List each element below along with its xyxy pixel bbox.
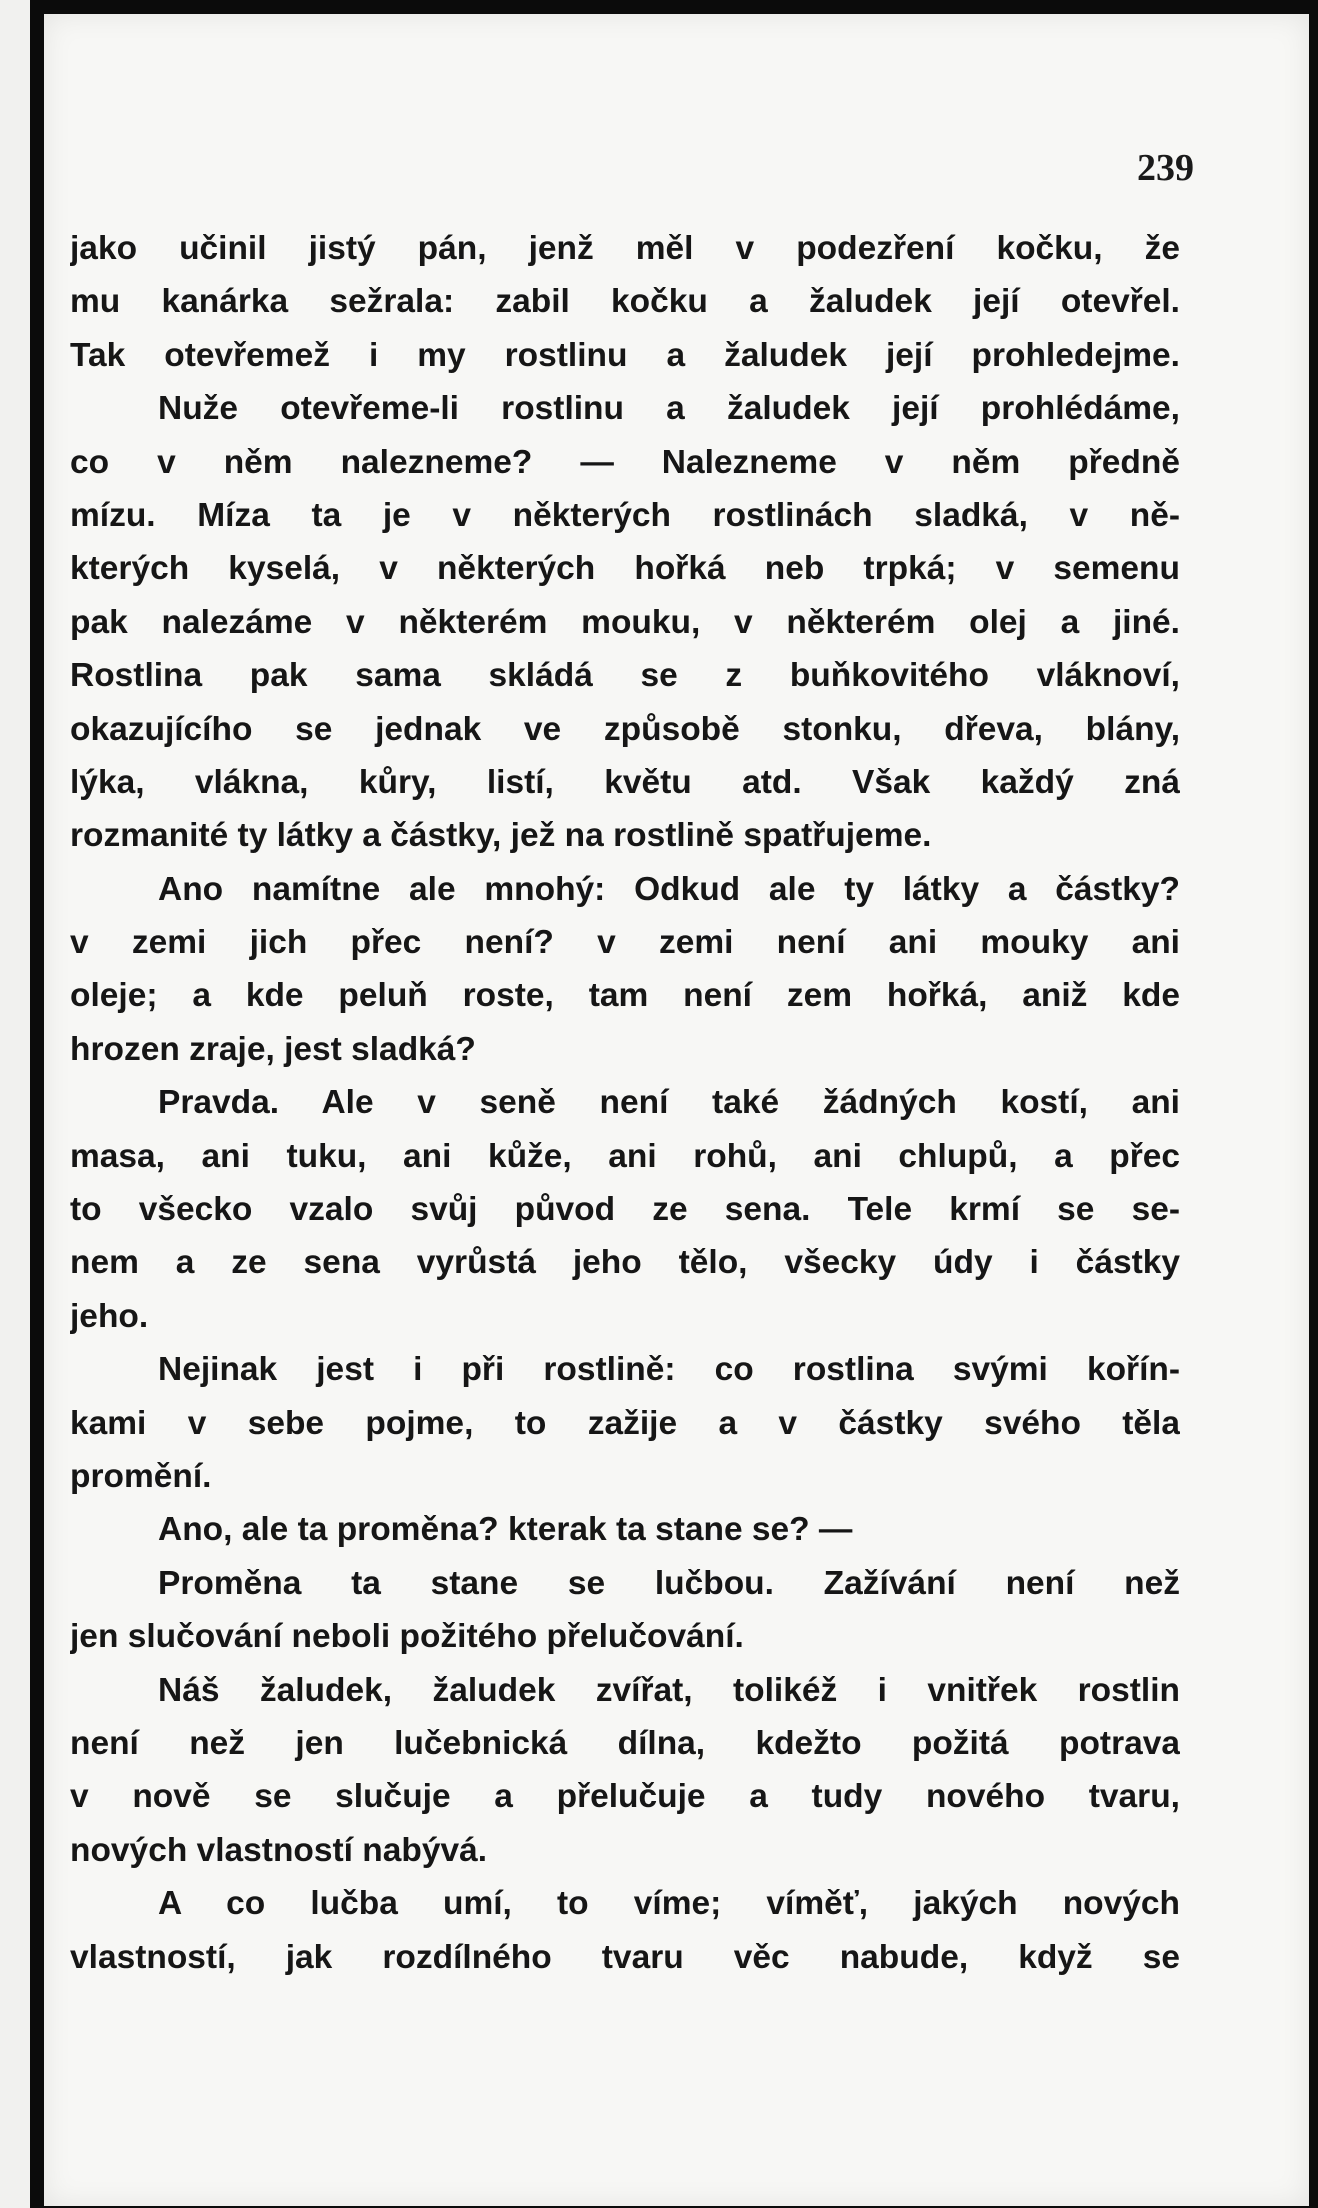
text-line: v zemi jich přec není? v zemi není ani mouky ani [70,924,1180,962]
text-line: nových vlastností nabývá. [70,1831,488,1869]
text-line: hrozen zraje, jest sladká? [70,1030,476,1068]
text-line: Nejinak jest i při rostlině: co rostlina svými kořín- [158,1351,1180,1389]
text-line: Tak otevřemež i my rostlinu a žaludek její prohledejme. [70,336,1180,374]
previous-page-edge [0,0,30,2208]
text-line: jako učinil jistý pán, jenž měl v podezření kočku, že [70,230,1180,267]
text-line: Ano namítne ale mnohý: Odkud ale ty látky a částky? [158,870,1180,908]
text-line: A co lučba umí, to víme; víměť, jakých nových [158,1885,1180,1923]
text-line: jeho. [70,1297,149,1335]
book-page [44,14,1309,2206]
text-line: není než jen lučebnická dílna, kdežto požitá potrava [70,1724,1180,1762]
text-line: masa, ani tuku, ani kůže, ani rohů, ani chlupů, a přec [70,1137,1180,1175]
text-line: Nuže otevřeme-li rostlinu a žaludek její prohlédáme, [158,390,1180,428]
page-number: 239 [1137,147,1194,189]
text-line: mu kanárka sežrala: zabil kočku a žaludek její otevřel. [70,283,1180,321]
text-line: vlastností, jak rozdílného tvaru věc nabude, když se [70,1938,1180,1976]
text-line: promění. [70,1457,212,1495]
text-line: co v něm nalezneme? — Nalezneme v něm předně [70,443,1180,481]
body-text [70,222,1180,1984]
text-line: okazujícího se jednak ve způsobě stonku, dřeva, blány, [70,710,1180,748]
text-line: v nově se slučuje a přelučuje a tudy nového tvaru, [70,1778,1180,1816]
text-line: Pravda. Ale v seně není také žádných kostí, ani [158,1084,1180,1122]
text-line: jen slučování neboli požitého přelučování. [70,1618,744,1656]
text-line: lýka, vlákna, kůry, listí, květu atd. Však každý zná [70,763,1180,801]
text-line: mízu. Míza ta je v některých rostlinách sladká, v ně- [70,496,1180,534]
text-line: rozmanité ty látky a částky, jež na rostlině spatřujeme. [70,817,932,855]
text-line: Ano, ale ta proměna? kterak ta stane se? — [158,1511,853,1549]
text-line: Rostlina pak sama skládá se z buňkovitého vláknoví, [70,657,1180,695]
text-line: oleje; a kde peluň roste, tam není zem hořká, aniž kde [70,977,1180,1015]
text-line: Proměna ta stane se lučbou. Zažívání není než [158,1564,1180,1602]
text-line: kterých kyselá, v některých hořká neb trpká; v semenu [70,550,1180,588]
text-line: to všecko vzalo svůj původ ze sena. Tele krmí se se- [70,1191,1180,1229]
text-line: kami v sebe pojme, to zažije a v částky svého těla [70,1404,1180,1442]
text-line: Náš žaludek, žaludek zvířat, tolikéž i vnitřek rostlin [158,1671,1180,1709]
text-line: nem a ze sena vyrůstá jeho tělo, všecky údy i částky [70,1244,1180,1282]
text-line: pak nalezáme v některém mouku, v některém olej a jiné. [70,603,1180,641]
